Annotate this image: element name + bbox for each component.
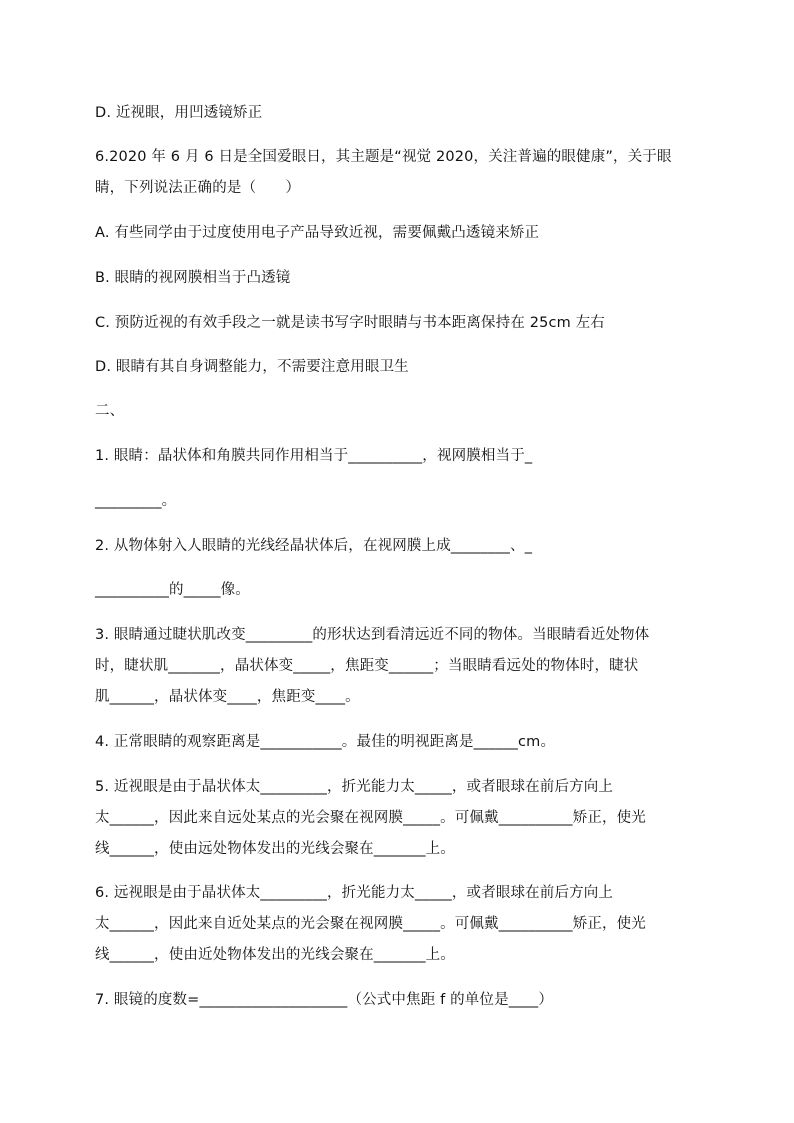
section-2-heading: 二、 xyxy=(95,403,125,419)
fill-q4-line-1: 4. 正常眼睛的观察距离是___________。最佳的明视距离是______cm。 xyxy=(95,734,556,750)
question-6-stem-line-1: 6.2020 年 6 月 6 日是全国爱眼日，其主题是“视觉 2020，关注普遍的眼健康”，关于眼 xyxy=(95,149,672,165)
fill-q6-line-1: 6. 远视眼是由于晶状体太_________，折光能力太_____，或者眼球在前后方向上 xyxy=(95,885,614,901)
question-6-option-d: D. 眼睛有其自身调整能力，不需要注意用眼卫生 xyxy=(95,359,409,375)
question-6-option-c: C. 预防近视的有效手段之一就是读书写字时眼睛与书本距离保持在 25cm 左右 xyxy=(95,315,605,331)
fill-q7-line-1: 7. 眼镜的度数=____________________（公式中焦距 f 的单位是____） xyxy=(95,992,553,1008)
fill-q1-line-1: 1. 眼睛：晶状体和角膜共同作用相当于__________，视网膜相当于_ xyxy=(95,448,533,464)
option-d-prev-question: D. 近视眼，用凹透镜矫正 xyxy=(95,105,263,121)
fill-q3-line-1: 3. 眼睛通过睫状肌改变_________的形状达到看清远近不同的物体。当眼睛看近处物体 xyxy=(95,627,650,643)
fill-q6-line-2: 太______，因此来自近处某点的光会聚在视网膜_____。可佩戴__________矫正，使光 xyxy=(95,916,646,932)
fill-q2-line-1: 2. 从物体射入人眼睛的光线经晶状体后，在视网膜上成________、_ xyxy=(95,538,533,554)
fill-q2-line-2: __________的_____像。 xyxy=(95,582,250,598)
fill-q1-line-2: _________。 xyxy=(95,493,177,509)
fill-q5-line-2: 太______，因此来自远处某点的光会聚在视网膜_____。可佩戴__________矫正，使光 xyxy=(95,810,646,826)
fill-q3-line-2: 时，睫状肌_______，晶状体变_____，焦距变______；当眼睛看远处的物体时，睫状 xyxy=(95,658,639,674)
fill-q6-line-3: 线______，使由近处物体发出的光线会聚在_______上。 xyxy=(95,947,455,963)
question-6-option-a: A. 有些同学由于过度使用电子产品导致近视，需要佩戴凸透镜来矫正 xyxy=(95,225,540,241)
fill-q5-line-3: 线______，使由远处物体发出的光线会聚在_______上。 xyxy=(95,841,455,857)
question-6-stem-line-2: 睛，下列说法正确的是（ ） xyxy=(95,180,301,196)
question-6-option-b: B. 眼睛的视网膜相当于凸透镜 xyxy=(95,270,291,286)
fill-q3-line-3: 肌______，晶状体变____，焦距变____。 xyxy=(95,689,360,705)
fill-q5-line-1: 5. 近视眼是由于晶状体太_________，折光能力太_____，或者眼球在前后方向上 xyxy=(95,779,614,795)
